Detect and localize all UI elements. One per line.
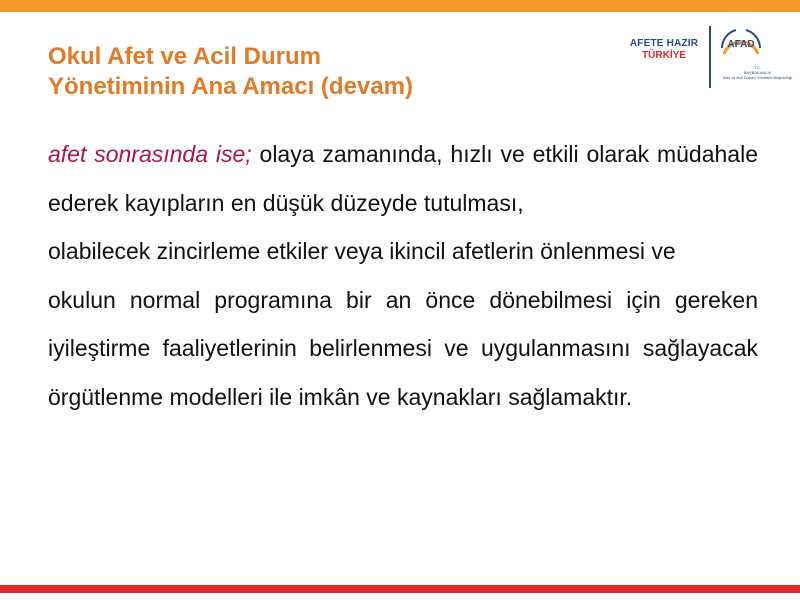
bottom-accent-bar — [0, 585, 800, 593]
body-paragraph-1 — [48, 130, 758, 227]
logo-area — [600, 20, 795, 90]
logo-subtitle-line-1: T.C. — [753, 65, 762, 70]
slide-title — [48, 42, 588, 102]
logo-subtitle — [720, 65, 795, 80]
afad-logo-text: AFAD — [727, 39, 755, 50]
top-accent-bar — [0, 0, 800, 12]
logo-subtitle-line-3: Afet ve Acil Durum Yönetimi Başkanlığı — [722, 75, 793, 80]
logo-subtitle-line-2: BAŞBAKANLIK — [743, 70, 772, 75]
slide-title-line-2: Yönetiminin Ana Amacı (devam) — [48, 73, 413, 100]
body-paragraph-1-text: olaya zamanında, hızlı ve etkili olarak müdahale ederek kayıpların en düşük düzeyde tutulması, — [48, 141, 758, 216]
slide-title-line-1: Okul Afet ve Acil Durum — [48, 43, 321, 70]
afete-hazir-text: AFETE HAZIR — [629, 38, 699, 49]
body-paragraph-3: okulun normal programına bir an önce dönebilmesi için gereken iyileştirme faaliyetlerinin belirlenmesi ve uygulanmasını sağlayacak örgütlenme modelleri ile imkân ve kaynakları sağlamaktır. — [48, 286, 758, 410]
emphasis-lead: afet sonrasında ise; — [48, 141, 252, 167]
slide-body — [48, 130, 758, 421]
afete-hazir-logo — [624, 38, 704, 62]
afad-emblem-icon — [716, 24, 766, 58]
body-paragraph-2: olabilecek zincirleme etkiler veya ikincil afetlerin önlenmesi ve — [48, 238, 676, 264]
logo-divider — [709, 26, 711, 88]
turkiye-text: TÜRKİYE — [642, 50, 686, 61]
